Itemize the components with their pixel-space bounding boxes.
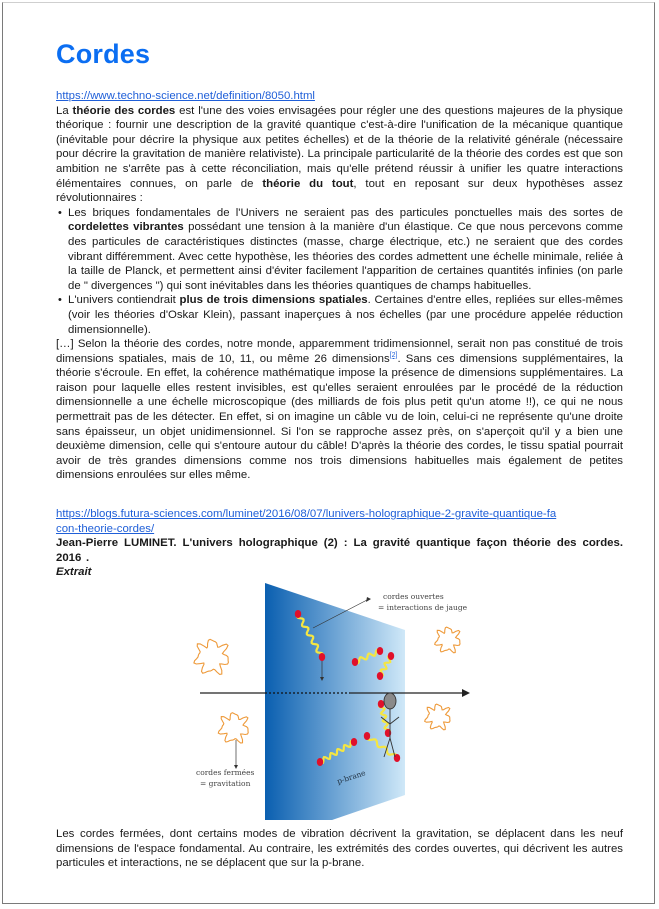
string-endpoint <box>352 658 358 666</box>
label-gravitation: = gravitation <box>200 779 251 788</box>
label-gauge-interactions: = interactions de jauge <box>378 603 468 612</box>
dimensions-paragraph: […] Selon la théorie des cordes, notre monde, apparemment tridimensionnel, serait non pas constitué de trois dimensions spatiales, mais de 10, 11, ou même 26 dimensions[2]. Sans ces dimensions supplémentaires, la théorie s'écroule. En effet, la cohérence mathématique impose la présence de dimensions supplémentaires. La raison pour laquelle elles restent invisibles, est qu'elles seraient enroulées par le procédé de la réduction dimensionnelle a une échelle microscopique (des milliards de fois plus petit qu'un atome !!), ce qui ne nous permettrait pas de les détecter. En effet, si on imagine un câble vu de loin, celui-ci ne représente qu'une droite sans épaisseur, un objet unidimensionnel. Si l'on se rapproche assez près, on s'aperçoit qu'il y a bien une deuxième dimension, celle qui s'entoure autour du câble! D'après la théorie des cordes, le tissu spatial pourrait avoir de très grandes dimensions comme nos trois dimensions habituelles mais également de petites dimensions enroulées sur elles même. <box>56 338 623 482</box>
section-definition <box>56 89 623 483</box>
string-endpoint <box>378 700 384 708</box>
closed-string <box>194 639 229 674</box>
closed-string <box>425 704 450 730</box>
intro-paragraph: La théorie des cordes est l'une des voies envisagées pour régler une des questions majeures de la physique théorique : fournir une description de la gravité quantique c'est-à-dire l'unification de la mécanique quantique (inévitable pour décrire la physique aux petites échelles) et de la théorie de la relativité générale (nécessaire pour décrire la gravitation de manière relativiste). La principale particularité de la théorie des cordes est que son ambition ne s'arrête pas à cette réconciliation, mais qu'elle prétend réussir à unifier les quatre interactions élémentaires connues, on parle de théorie du tout, tout en reposant sur deux hypothèses assez révolutionnaires : <box>56 104 623 205</box>
pointer-arrow-icon <box>366 597 371 602</box>
figure-caption: Les cordes fermées, dont certains modes de vibration décrivent la gravitation, se déplacent dans les neuf dimensions de l'espace fondamental. Au contraire, les extrémités des cordes ouvertes, qui décrivent les autres particules et interactions, ne se déplacent que sur la p-brane. <box>56 828 623 870</box>
string-endpoint <box>319 653 325 661</box>
footnote-ref[interactable]: [2] <box>389 351 398 359</box>
string-endpoint <box>317 758 323 766</box>
term-theorie-du-tout: théorie du tout <box>262 177 354 190</box>
string-endpoint <box>364 732 370 740</box>
term-theorie-des-cordes: théorie des cordes <box>72 104 176 117</box>
string-endpoint <box>295 610 301 618</box>
closed-string <box>218 713 248 743</box>
citation: Jean-Pierre LUMINET. L'univers holographique (2) : La gravité quantique façon théorie des cordes. 2016 . <box>56 537 623 564</box>
hypotheses-list <box>56 206 623 337</box>
label-open-strings: cordes ouvertes <box>383 592 444 601</box>
p-brane-diagram <box>170 560 500 820</box>
page-title: Cordes <box>56 39 151 69</box>
string-endpoint <box>377 672 383 680</box>
source-link-techno-science[interactable]: https://www.techno-science.net/definition/8050.html <box>56 90 315 102</box>
p-brane-figure <box>170 560 500 820</box>
label-closed-strings: cordes fermées <box>196 768 255 777</box>
source-link-futura[interactable]: https://blogs.futura-sciences.com/luminet/2016/08/07/lunivers-holographique-2-gravite-quantique-facon-theorie-cordes/ <box>56 508 557 535</box>
string-endpoint <box>377 647 383 655</box>
string-endpoint <box>388 652 394 660</box>
extract-label: Extrait <box>56 566 92 579</box>
axis-arrow-icon <box>462 689 470 697</box>
section-caption <box>56 827 623 871</box>
list-item: • Les briques fondamentales de l'Univers ne seraient pas des particules ponctuelles mais des sortes de cordelettes vibrantes possédant une tension à la manière d'un élastique. Ce que nous percevons comme des particules de caractéristiques distinctes (masse, charge électrique, etc.) ne seraient que des cordes vibrant différemment. Avec cette hypothèse, les théories des cordes admettent une échelle minimale, reliée à la taille de Planck, et permettent ainsi d'éviter facilement l'apparition de certaines quantités infinies (on parle de " divergences ") qui sont inévitables dans les théories quantiques de champs habituelles. <box>56 206 623 294</box>
closed-string <box>435 627 460 653</box>
label-p-brane: p-brane <box>335 768 367 786</box>
string-endpoint <box>351 738 357 746</box>
list-item: • L'univers contiendrait plus de trois dimensions spatiales. Certaines d'entre elles, repliées sur elles-mêmes (voir les théories d'Oskar Klein), passant inaperçues à nos échelles (par une procédure appelée réduction dimensionnelle). <box>56 293 623 337</box>
